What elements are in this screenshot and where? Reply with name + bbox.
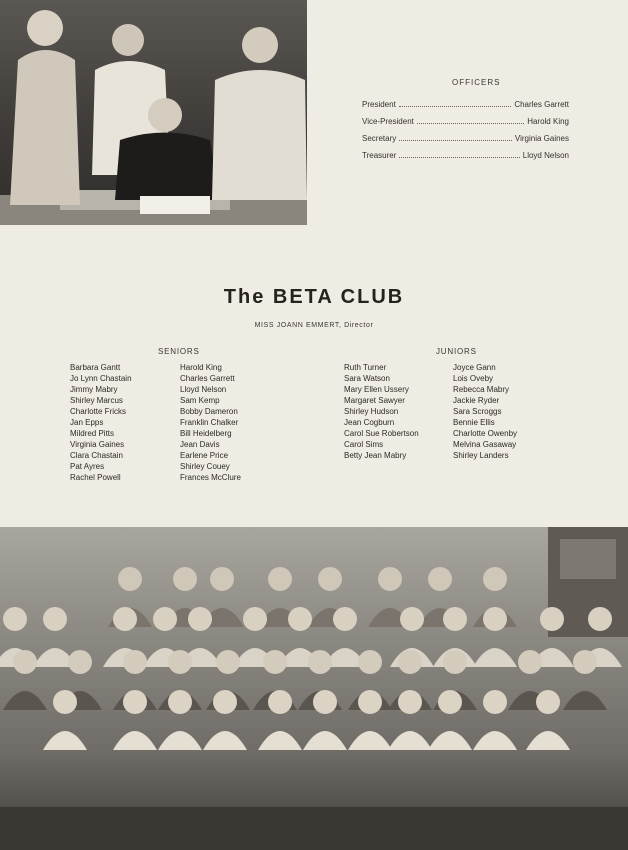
juniors-column-2	[453, 362, 517, 461]
member-name: Carol Sue Robertson	[344, 429, 419, 438]
person-head	[443, 607, 467, 631]
person-body	[526, 731, 570, 750]
person-head	[438, 690, 462, 714]
member-name: Shirley Hudson	[344, 407, 399, 416]
person-head	[483, 567, 507, 591]
person-head	[3, 607, 27, 631]
officer-name: Virginia Gaines	[514, 134, 569, 143]
person-head	[536, 690, 560, 714]
person-head	[213, 690, 237, 714]
member-name: Charles Garrett	[180, 374, 235, 383]
person-head	[268, 690, 292, 714]
member-name: Sara Scroggs	[453, 407, 502, 416]
officer-row-treasurer	[362, 151, 569, 163]
member-name: Earlene Price	[180, 451, 229, 460]
member-name: Shirley Landers	[453, 451, 509, 460]
officer-role: Secretary	[362, 134, 397, 143]
leader-dots	[399, 100, 512, 107]
person-head	[398, 690, 422, 714]
member-name: Jackie Ryder	[453, 396, 500, 405]
person-head	[288, 607, 312, 631]
person-head	[263, 650, 287, 674]
person-head	[518, 650, 542, 674]
officer-role: Vice-President	[362, 117, 414, 126]
person-head	[153, 607, 177, 631]
member-name: Jean Davis	[180, 440, 220, 449]
person-body	[258, 731, 302, 750]
person-head	[358, 650, 382, 674]
member-name: Virginia Gaines	[70, 440, 125, 449]
person-head	[243, 607, 267, 631]
juniors-column-1	[344, 362, 419, 461]
member-name: Rebecca Mabry	[453, 385, 510, 394]
person-body	[388, 731, 432, 750]
person-body	[348, 731, 392, 750]
officers-photo	[0, 0, 307, 225]
person-head	[188, 607, 212, 631]
member-name: Betty Jean Mabry	[344, 451, 407, 460]
member-name: Frances McClure	[180, 473, 241, 482]
member-name: Mildred Pitts	[70, 429, 115, 438]
person-head	[13, 650, 37, 674]
leader-dots	[399, 134, 512, 141]
person-head	[118, 567, 142, 591]
person-body	[303, 731, 347, 750]
juniors-heading: JUNIORS	[436, 347, 477, 356]
person-head	[313, 690, 337, 714]
person-head	[483, 607, 507, 631]
person-head	[210, 567, 234, 591]
member-name: Charlotte Owenby	[453, 429, 518, 438]
seniors-heading: SENIORS	[158, 347, 200, 356]
member-name: Shirley Marcus	[70, 396, 123, 405]
officer-name: Harold King	[527, 117, 569, 126]
person-head	[318, 567, 342, 591]
person-head	[216, 650, 240, 674]
member-name: Sam Kemp	[180, 396, 220, 405]
person-head	[43, 607, 67, 631]
member-name: Lois Oveby	[453, 374, 494, 383]
person-head	[540, 607, 564, 631]
person-body	[473, 731, 517, 750]
member-name: Jo Lynn Chastain	[70, 374, 132, 383]
officer-name: Lloyd Nelson	[522, 151, 569, 160]
member-name: Bill Heidelberg	[180, 429, 232, 438]
member-name: Jan Epps	[70, 418, 104, 427]
person-head	[333, 607, 357, 631]
person-body	[158, 731, 202, 750]
member-name: Lloyd Nelson	[180, 385, 227, 394]
member-name: Franklin Chalker	[180, 418, 239, 427]
member-name: Joyce Gann	[453, 363, 496, 372]
group-photo	[0, 527, 628, 850]
officer-name: Charles Garrett	[514, 100, 569, 109]
leader-dots	[399, 151, 519, 158]
page-title: The BETA CLUB	[223, 286, 405, 308]
member-name: Sara Watson	[344, 374, 390, 383]
officer-row-vice-president	[362, 117, 569, 129]
person-body	[428, 731, 472, 750]
member-name: Barbara Gantt	[70, 363, 121, 372]
person-body	[203, 731, 247, 750]
member-name: Rachel Powell	[70, 473, 121, 482]
person-head	[268, 567, 292, 591]
person-head	[443, 650, 467, 674]
person-head	[400, 607, 424, 631]
member-name: Charlotte Fricks	[70, 407, 127, 416]
officer-role: Treasurer	[362, 151, 397, 160]
member-name: Carol Sims	[344, 440, 384, 449]
member-name: Clara Chastain	[70, 451, 123, 460]
member-name: Jean Cogburn	[344, 418, 395, 427]
member-name: Melvina Gasaway	[453, 440, 517, 449]
person-head	[588, 607, 612, 631]
director-line: MISS JOANN EMMERT, Director	[254, 322, 374, 329]
person-body	[113, 731, 157, 750]
person-body	[473, 648, 517, 667]
person-head	[113, 607, 137, 631]
person-head	[398, 650, 422, 674]
member-name: Margaret Sawyer	[344, 396, 405, 405]
person-head	[308, 650, 332, 674]
person-head	[123, 650, 147, 674]
member-name: Harold King	[180, 363, 222, 372]
floor	[0, 807, 628, 850]
member-name: Pat Ayres	[70, 462, 105, 471]
person-body	[43, 731, 87, 750]
person-head	[53, 690, 77, 714]
seniors-column-2	[180, 362, 241, 483]
member-name: Shirley Couey	[180, 462, 230, 471]
officer-row-president	[362, 100, 569, 112]
officer-row-secretary	[362, 134, 569, 146]
person-head	[168, 690, 192, 714]
leader-dots	[417, 117, 524, 124]
person-head	[123, 690, 147, 714]
member-name: Bobby Dameron	[180, 407, 238, 416]
person-head	[168, 650, 192, 674]
officers-photo-scene	[0, 0, 307, 225]
person-head	[378, 567, 402, 591]
member-name: Ruth Turner	[344, 363, 387, 372]
person-head	[358, 690, 382, 714]
person-head	[173, 567, 197, 591]
person-head	[428, 567, 452, 591]
person-body	[563, 691, 607, 710]
person-head	[68, 650, 92, 674]
seniors-column-1	[70, 362, 132, 483]
officer-role: President	[362, 100, 396, 109]
person-head	[573, 650, 597, 674]
person-body	[3, 691, 47, 710]
member-name: Bennie Ellis	[453, 418, 495, 427]
officers-heading: OFFICERS	[452, 78, 501, 87]
member-name: Mary Ellen Ussery	[344, 385, 409, 394]
paper	[140, 196, 210, 214]
member-name: Jimmy Mabry	[70, 385, 118, 394]
group-photo-scene	[0, 527, 628, 850]
person-head	[483, 690, 507, 714]
